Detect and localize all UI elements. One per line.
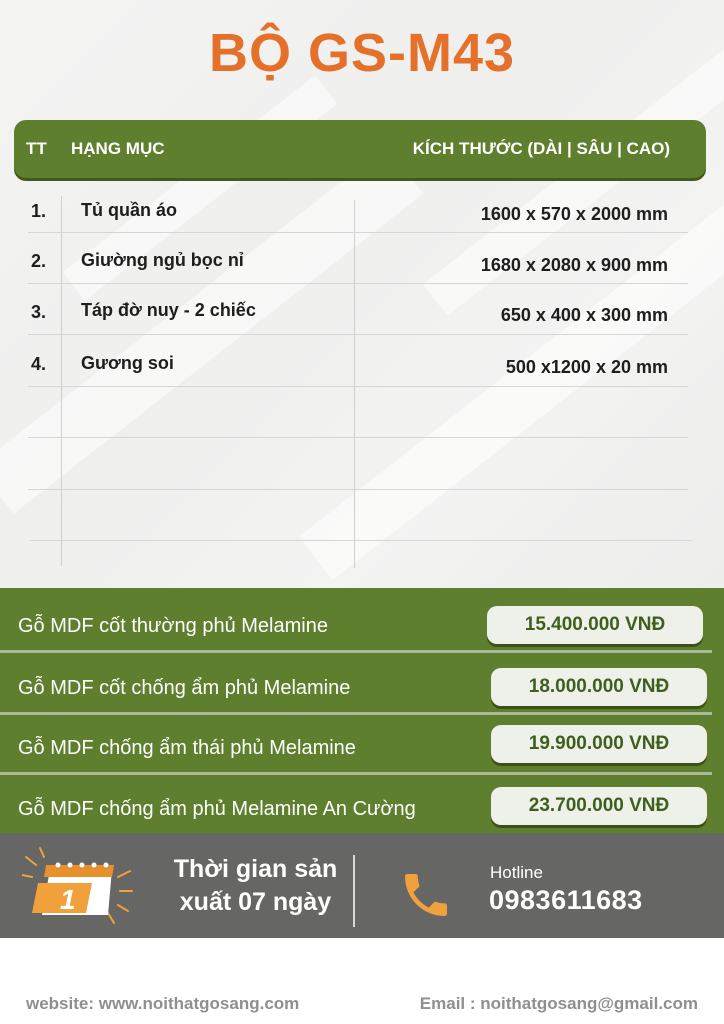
material-label: Gỗ MDF chống ẩm phủ Melamine An Cường bbox=[18, 798, 416, 820]
row-2-size: 1680 x 2080 x 900 mm bbox=[480, 255, 668, 275]
row-4-item: Gương soi bbox=[81, 353, 174, 373]
production-time bbox=[168, 853, 343, 919]
price-row bbox=[0, 658, 724, 718]
material-label: Gỗ MDF cốt chống ẩm phủ Melamine bbox=[18, 677, 351, 699]
price-badge: 15.400.000 VNĐ bbox=[487, 606, 703, 644]
row-3-size: 650 x 400 x 300 mm bbox=[500, 305, 668, 325]
row-3-no: 3. bbox=[31, 302, 47, 322]
row-3-item: Táp đờ nuy - 2 chiếc bbox=[81, 300, 256, 320]
phone-icon bbox=[398, 867, 454, 923]
row-1-no: 1. bbox=[31, 201, 47, 221]
row-4-size: 500 x1200 x 20 mm bbox=[505, 357, 668, 377]
material-label: Gỗ MDF chống ẩm thái phủ Melamine bbox=[18, 737, 356, 759]
price-section bbox=[0, 588, 724, 833]
info-band bbox=[0, 833, 724, 938]
header-item: HẠNG MỤC bbox=[71, 139, 165, 158]
page-title: BỘ GS-M43 bbox=[208, 23, 516, 83]
price-badge: 18.000.000 VNĐ bbox=[491, 668, 707, 706]
website-link[interactable]: website: www.noithatgosang.com bbox=[26, 994, 300, 1013]
header-size: KÍCH THƯỚC (DÀI | SÂU | CAO) bbox=[412, 139, 670, 158]
email-link[interactable]: Email : noithatgosang@gmail.com bbox=[419, 994, 698, 1013]
calendar-number: 1 bbox=[60, 884, 76, 915]
price-badge: 19.900.000 VNĐ bbox=[491, 725, 707, 763]
calendar-icon bbox=[22, 847, 134, 925]
price-row bbox=[0, 778, 724, 838]
row-1-size: 1600 x 570 x 2000 mm bbox=[480, 204, 668, 224]
production-line-1: Thời gian sản bbox=[173, 855, 338, 883]
hotline-number[interactable]: 0983611683 bbox=[489, 885, 643, 915]
price-badge: 23.700.000 VNĐ bbox=[491, 787, 707, 825]
header-no: TT bbox=[26, 139, 47, 158]
production-line-2: xuất 07 ngày bbox=[179, 888, 332, 916]
price-row bbox=[0, 716, 724, 776]
material-label: Gỗ MDF cốt thường phủ Melamine bbox=[18, 615, 328, 637]
price-row bbox=[0, 596, 724, 656]
hotline-label: Hotline bbox=[490, 863, 543, 882]
row-2-item: Giường ngủ bọc nỉ bbox=[81, 250, 244, 270]
row-1-item: Tủ quần áo bbox=[81, 200, 177, 220]
row-2-no: 2. bbox=[31, 251, 47, 271]
band-divider bbox=[353, 855, 355, 927]
row-4-no: 4. bbox=[31, 354, 47, 374]
